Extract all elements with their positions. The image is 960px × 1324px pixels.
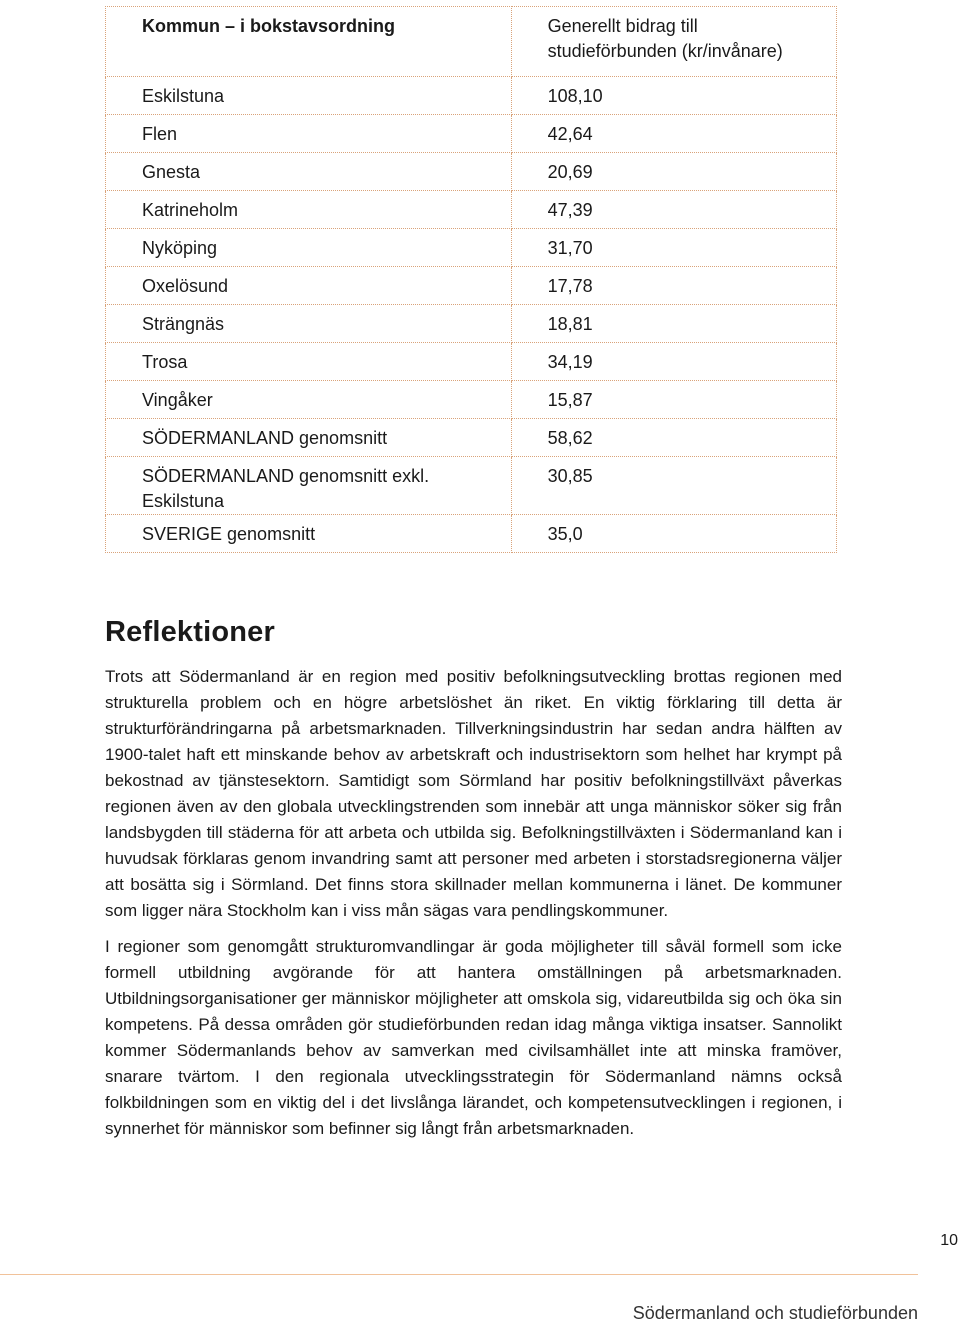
table-row <box>106 381 837 419</box>
grant-value-cell: 42,64 <box>511 115 836 153</box>
grant-value-cell: 108,10 <box>511 77 836 115</box>
paragraph-1: Trots att Södermanland är en region med positiv befolkningsutveckling brottas regionen med strukturella problem och en högre arbetslöshet än riket. En viktig förklaring till detta är strukturförändringarna på arbetsmarknaden. Tillverkningsindustrin har sedan andra hälften av 1900-talet haft ett minskande behov av arbetskraft och industrisektorn som helhet har krympt på bekostnad av tjänstesektorn. Samtidigt som Sörmland har positiv befolkningstillväxt påverkas regionen även av den globala utvecklingstrenden som innebär att unga människor söker sig från landsbygden till städerna för att arbeta och utbilda sig. Befolkningstillväxten i Södermanland kan i huvudsak förklaras genom invandring samt att personer med arbeten i storstadsregionerna väljer att bosätta sig i Sörmland. Det finns stora skillnader mellan kommunerna i länet. De kommuner som ligger nära Stockholm kan i viss mån sägas vara pendlingskommuner. <box>105 667 842 920</box>
grant-value-cell: 18,81 <box>511 305 836 343</box>
table-row <box>106 77 837 115</box>
grant-value-cell: 31,70 <box>511 229 836 267</box>
grant-value-cell: 34,19 <box>511 343 836 381</box>
municipality-cell: SÖDERMANLAND genomsnitt <box>106 419 512 457</box>
municipality-cell: Gnesta <box>106 153 512 191</box>
municipality-cell: Vingåker <box>106 381 512 419</box>
header-municipality: Kommun – i bokstavsordning <box>106 7 512 77</box>
table-header-row <box>106 7 837 77</box>
municipality-cell: SÖDERMANLAND genomsnitt exkl. Eskilstuna <box>106 457 512 515</box>
body-text <box>105 664 842 1152</box>
table-row <box>106 267 837 305</box>
table-row <box>106 229 837 267</box>
grants-table <box>105 6 837 553</box>
grant-value-cell: 47,39 <box>511 191 836 229</box>
municipality-cell: Strängnäs <box>106 305 512 343</box>
municipality-cell: Flen <box>106 115 512 153</box>
section-heading: Reflektioner <box>105 616 275 648</box>
grant-value-cell: 20,69 <box>511 153 836 191</box>
municipality-cell: SVERIGE genomsnitt <box>106 515 512 553</box>
grant-value-cell: 35,0 <box>511 515 836 553</box>
table-row <box>106 515 837 553</box>
municipality-cell: Eskilstuna <box>106 77 512 115</box>
table-row <box>106 115 837 153</box>
paragraph-2: I regioner som genomgått strukturomvandlingar är goda möjligheter till såväl formell som icke formell utbildning avgörande för att hantera omställningen på arbetsmarknaden. Utbildningsorganisationer ger människor möjligheter att omskola sig, vidareutbilda sig och öka sin kompetens. På dessa områden gör studieförbunden redan idag många viktiga insatser. Sannolikt kommer Södermanlands behov av samverkan med civilsamhället inte att minska framöver, snarare tvärtom. I den regionala utvecklingsstrategin för Södermanland nämns också folkbildningen som en viktig del i det livslånga lärandet, och kompetensutvecklingen i regionen, i synnerhet för människor som befinner sig långt från arbetsmarknaden. <box>105 937 842 1138</box>
table-row <box>106 191 837 229</box>
grant-value-cell: 15,87 <box>511 381 836 419</box>
grants-table-container <box>105 6 837 553</box>
table-row <box>106 457 837 515</box>
footer-divider <box>0 1274 918 1275</box>
grant-value-cell: 30,85 <box>511 457 836 515</box>
table-row <box>106 305 837 343</box>
header-grant: Generellt bidrag till studieförbunden (kr/invånare) <box>511 7 836 77</box>
table-row <box>106 343 837 381</box>
municipality-cell: Katrineholm <box>106 191 512 229</box>
footer-title: Södermanland och studieförbunden <box>632 1303 918 1323</box>
grant-value-cell: 58,62 <box>511 419 836 457</box>
municipality-cell: Oxelösund <box>106 267 512 305</box>
municipality-cell: Nyköping <box>106 229 512 267</box>
grant-value-cell: 17,78 <box>511 267 836 305</box>
table-row <box>106 153 837 191</box>
table-row <box>106 419 837 457</box>
page-number: 10 <box>940 1232 958 1249</box>
municipality-cell: Trosa <box>106 343 512 381</box>
